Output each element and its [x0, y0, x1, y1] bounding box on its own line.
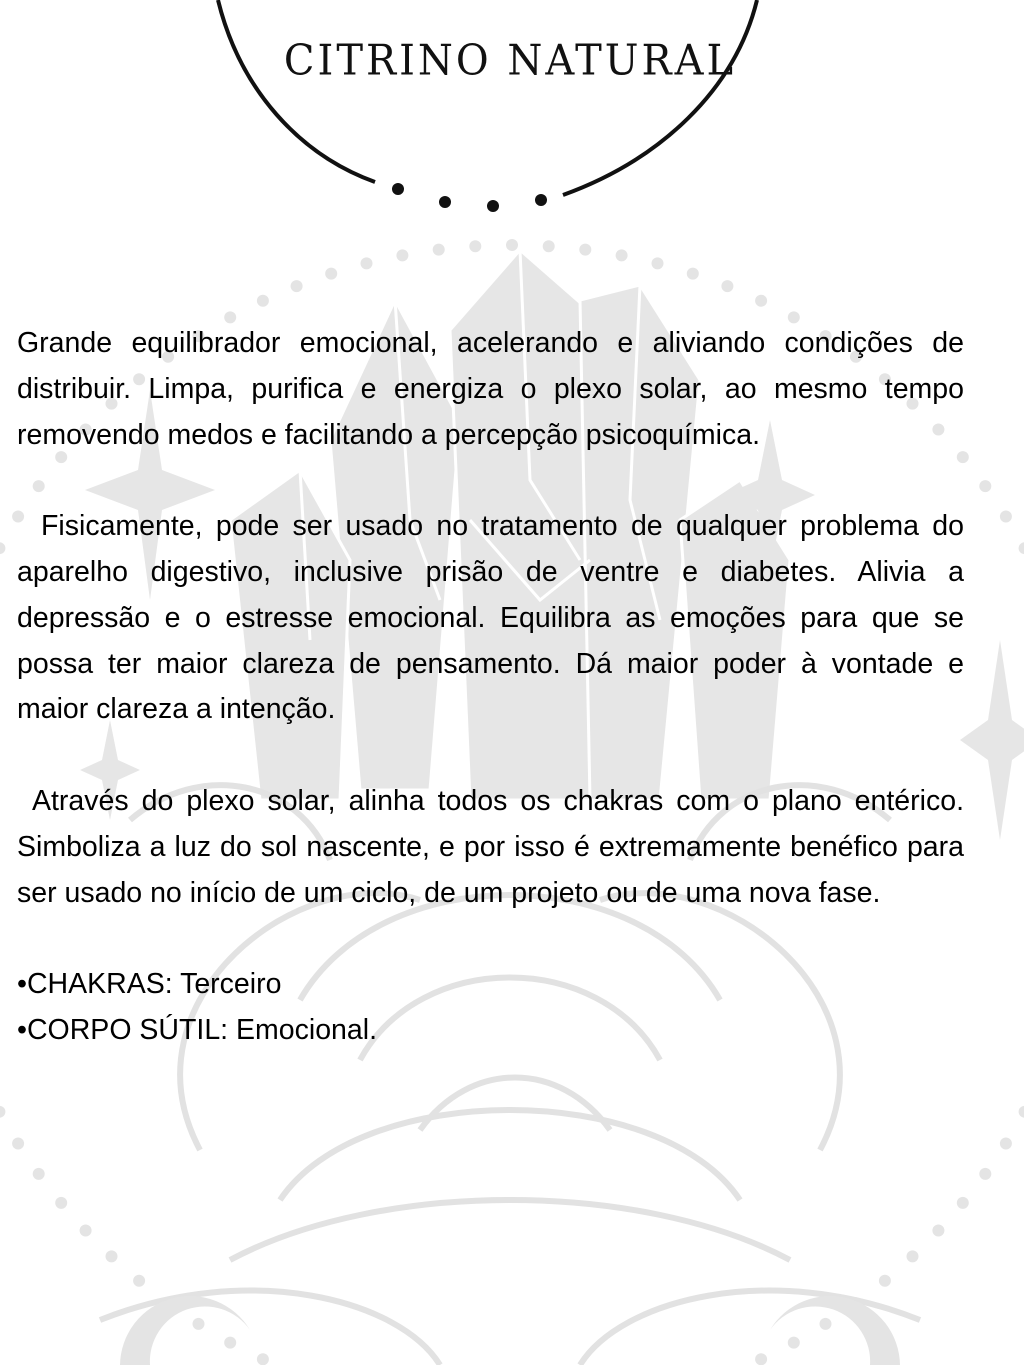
- watermark-dot: [932, 1225, 944, 1237]
- watermark-dot: [1019, 542, 1024, 554]
- watermark-dot: [193, 1318, 205, 1330]
- watermark-dot: [291, 280, 303, 292]
- watermark-dot: [1019, 1106, 1024, 1118]
- watermark-dot: [788, 1337, 800, 1349]
- watermark-dot: [361, 257, 373, 269]
- dot-4: [535, 194, 547, 206]
- arc-line-left: [218, 0, 375, 182]
- watermark-dot: [506, 239, 518, 251]
- watermark-dot: [1000, 1138, 1012, 1150]
- watermark-dot: [543, 240, 555, 252]
- watermark-dot: [687, 268, 699, 280]
- dot-2: [439, 196, 451, 208]
- watermark-dot: [820, 1318, 832, 1330]
- moon-watermark: [120, 1296, 900, 1365]
- watermark-dot: [721, 280, 733, 292]
- attribute-subtle-body: •CORPO SÚTIL: Emocional.: [17, 1013, 377, 1046]
- attribute-chakras: •CHAKRAS: Terceiro: [17, 968, 282, 1001]
- content-body: [17, 321, 964, 1054]
- watermark-dot: [55, 1197, 67, 1209]
- watermark-dot: [979, 480, 991, 492]
- watermark-dot: [755, 1353, 767, 1365]
- watermark-dot: [325, 268, 337, 280]
- watermark-dot: [433, 244, 445, 256]
- page-title: CITRINO NATURAL: [283, 36, 737, 86]
- watermark-dot: [0, 1106, 5, 1118]
- header-arc-ornament: [0, 0, 1024, 230]
- dot-1: [392, 183, 404, 195]
- watermark-dot: [1000, 511, 1012, 523]
- watermark-dot: [957, 1197, 969, 1209]
- watermark-dot: [652, 257, 664, 269]
- watermark-dot: [80, 1225, 92, 1237]
- paragraph-physical: Fisicamente, pode ser usado no tratamento de qualquer problema do aparelho digestivo, inclusive prisão de ventre e diabetes. Alivia a depressão e o estresse emocional. Equilibra as emoções para que se possa ter maior clareza de pensamento. Dá maior poder à vontade e maior clareza a intenção.: [17, 510, 964, 726]
- watermark-dot: [33, 1168, 45, 1180]
- paragraph-solar-plexus: Através do plexo solar, alinha todos os chakras com o plano entérico. Simboliza a luz do sol nascente, e por isso é extremamente benéfico para ser usado no início de um ciclo, de um projeto ou de uma nova fase.: [17, 784, 964, 909]
- watermark-dot: [579, 244, 591, 256]
- watermark-dot: [12, 1138, 24, 1150]
- watermark-dot: [133, 1275, 145, 1287]
- watermark-dot: [469, 240, 481, 252]
- watermark-dot: [755, 295, 767, 307]
- watermark-dot: [907, 1250, 919, 1262]
- watermark-dot: [224, 1337, 236, 1349]
- watermark-dot: [257, 295, 269, 307]
- arc-line-right: [563, 0, 757, 195]
- watermark-dot: [0, 542, 5, 554]
- paragraph-intro: Grande equilibrador emocional, acelerando e aliviando condições de distribuir. Limpa, purifica e energiza o plexo solar, ao mesmo tempo removendo medos e facilitando a percepção psicoquímica.: [17, 327, 964, 451]
- watermark-dot: [879, 1275, 891, 1287]
- dot-3: [487, 200, 499, 212]
- watermark-dot: [979, 1168, 991, 1180]
- watermark-dot: [396, 249, 408, 261]
- watermark-dot: [257, 1353, 269, 1365]
- watermark-dot: [616, 249, 628, 261]
- watermark-dot: [106, 1250, 118, 1262]
